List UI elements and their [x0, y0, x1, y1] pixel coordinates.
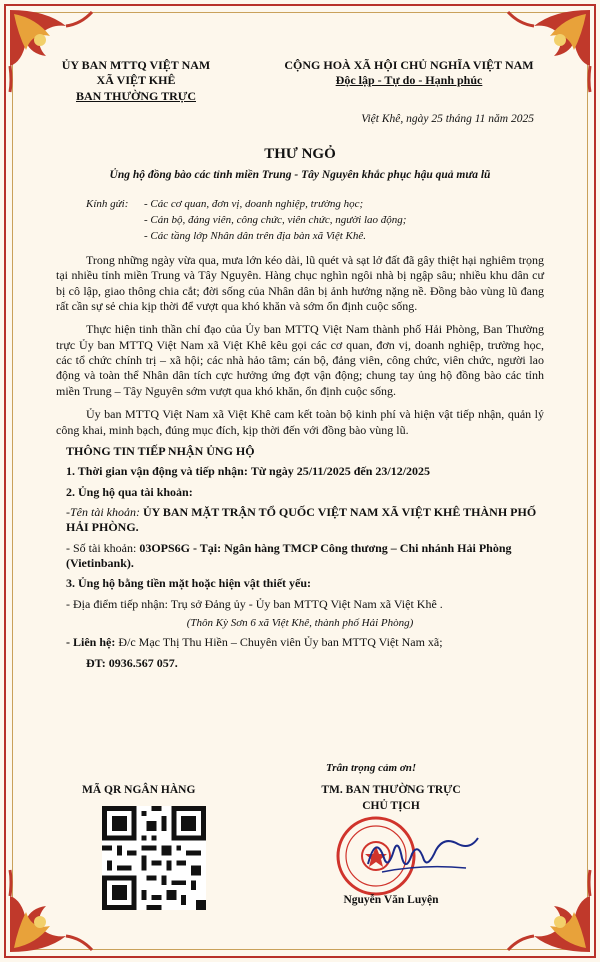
- body-paragraph: Ủy ban MTTQ Việt Nam xã Việt Khê cam kết toàn bộ kinh phí và hiện vật tiếp nhận, quản lý công khai, minh bạch, đúng mục đích, kịp thời đến với đồng bào vùng lũ.: [56, 407, 544, 437]
- contact-line: [66, 635, 544, 650]
- cash-heading: 3. Ủng hộ bằng tiền mặt hoặc hiện vật thiết yếu:: [66, 576, 312, 591]
- account-name-label: -Tên tài khoản:: [66, 504, 140, 519]
- issuer-line-1: ỦY BAN MTTQ VIỆT NAM: [61, 58, 211, 72]
- recipient-item: - Các cơ quan, đơn vị, doanh nghiệp, trường học;: [144, 197, 364, 210]
- account-number-label: - Số tài khoản:: [66, 540, 137, 555]
- time-label: 1. Thời gian vận động và tiếp nhận:: [66, 464, 248, 479]
- place-line: [66, 597, 544, 612]
- info-heading: THÔNG TIN TIẾP NHẬN ỦNG HỘ: [66, 443, 255, 458]
- place-note: (Thôn Kỳ Sơn 6 xã Việt Khê, thành phố Hải Phòng): [186, 617, 414, 630]
- place-value: Trụ sở Đảng ủy - Ủy ban MTTQ Việt Nam xã Việt Khê .: [170, 596, 443, 611]
- letter-title: THƯ NGỎ: [264, 145, 336, 162]
- contact-label: - Liên hệ:: [66, 635, 116, 650]
- country-name: CỘNG HOÀ XÃ HỘI CHỦ NGHĨA VIỆT NAM: [284, 58, 534, 72]
- recipient-item: - Các tầng lớp Nhân dân trên địa bàn xã Việt Khê.: [144, 229, 366, 242]
- recipients-block: [86, 197, 544, 245]
- account-number-value: 03OPS6G - Tại: Ngân hàng TMCP Công thương – Chi nhánh Hải Phòng (Vietinbank).: [66, 540, 512, 571]
- recipients-label: Kính gửi:: [86, 197, 129, 210]
- signatory-name: Nguyễn Văn Luyện: [343, 894, 439, 906]
- issuer-line-2: XÃ VIỆT KHÊ: [96, 73, 176, 88]
- account-name-value: ỦY BAN MẶT TRẬN TỔ QUỐC VIỆT NAM XÃ VIỆT KHÊ THÀNH PHỐ HẢI PHÒNG.: [66, 504, 537, 535]
- handwritten-signature-icon: [362, 824, 482, 884]
- contact-value: Đ/c Mạc Thị Thu Hiền – Chuyên viên Ủy ban MTTQ Việt Nam xã;: [118, 635, 443, 650]
- place-label: - Địa điểm tiếp nhận:: [66, 596, 168, 611]
- letter-body: [56, 58, 544, 671]
- body-paragraph: Thực hiện tinh thần chỉ đạo của Ủy ban MTTQ Việt Nam thành phố Hải Phòng, Ban Thường trực Ủy ban MTTQ Việt Nam xã Việt Khê kêu gọi các cơ quan, đơn vị, doanh nghiệp, trường học, các tổ chức chính trị – xã hội; các nhà hảo tâm; cán bộ, đảng viên, công chức, viên chức, người lao động và toàn thể Nhân dân tích cực hưởng ứng đợt vận động; chung tay ủng hộ đồng bào các tỉnh miền Trung – Tây Nguyên sớm vượt qua khó khăn, ổn định cuộc sống.: [56, 322, 544, 398]
- qr-label: MÃ QR NGÂN HÀNG: [82, 784, 196, 796]
- letter-subtitle: Ủng hộ đồng bào các tỉnh miền Trung - Tây Nguyên khắc phục hậu quả mưa lũ: [109, 168, 491, 181]
- bank-qr-code-icon[interactable]: [102, 806, 206, 910]
- signatory-role: CHỦ TỊCH: [362, 800, 420, 812]
- motto: Độc lập - Tự do - Hạnh phúc: [335, 73, 483, 88]
- thanks-text: Trân trọng cảm ơn!: [326, 762, 417, 774]
- body-paragraph: Trong những ngày vừa qua, mưa lớn kéo dài, lũ quét và sạt lở đất đã gây thiệt hại nghiêm trọng tại nhiều tỉnh miền Trung và Tây Nguyên. Hàng chục nghìn ngôi nhà bị ngập sâu; nhiều khu dân cư bị cô lập, giao thông chia cắt; đời sống của Nhân dân bị ảnh hưởng nặng nề. Đồng bào vùng lũ đang rất cần sự sẻ chia kịp thời để vượt qua khó khăn và sớm ổn định cuộc sống.: [56, 252, 544, 314]
- recipient-item: - Cán bộ, đảng viên, công chức, viên chức, người lao động;: [144, 213, 407, 226]
- time-line: [66, 464, 544, 479]
- phone-number: ĐT: 0936.567 057.: [86, 655, 178, 670]
- account-heading: 2. Ủng hộ qua tài khoản:: [66, 484, 193, 499]
- issuer-block: [56, 58, 216, 104]
- signatory-organization: TM. BAN THƯỜNG TRỰC: [321, 784, 461, 796]
- national-motto-block: [274, 58, 544, 89]
- letter-date: Việt Khê, ngày 25 tháng 11 năm 2025: [361, 113, 534, 126]
- account-name-line: [66, 505, 544, 536]
- letter-header: [56, 58, 544, 104]
- issuer-line-3: BAN THƯỜNG TRỰC: [75, 88, 196, 103]
- account-number-line: [66, 541, 544, 572]
- signature-area: [56, 762, 544, 912]
- time-value: Từ ngày 25/11/2025 đến 23/12/2025: [250, 464, 431, 479]
